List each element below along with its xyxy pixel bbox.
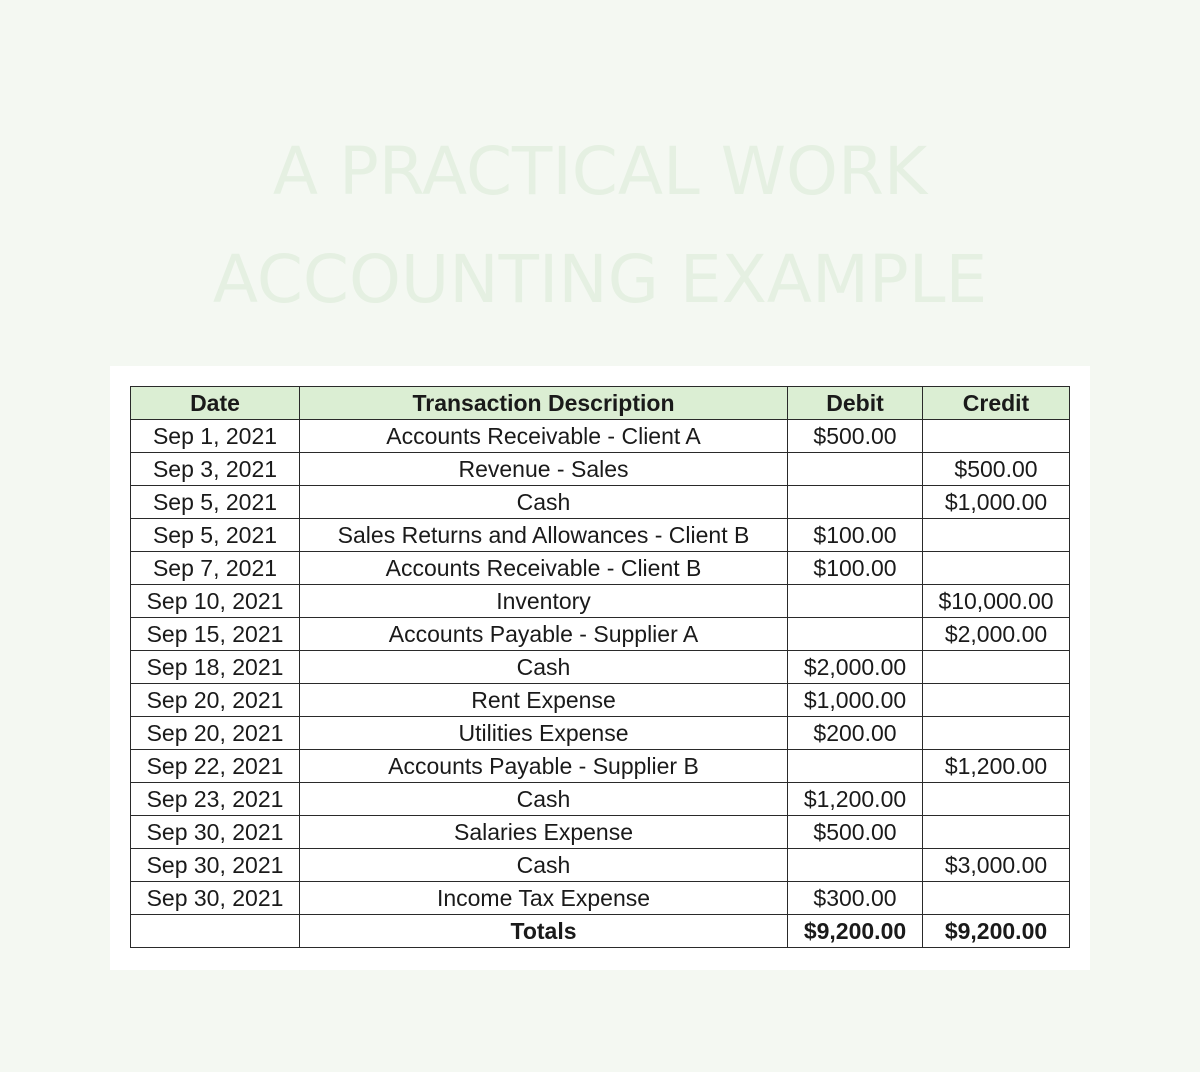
cell-description: Cash: [300, 849, 788, 882]
table-row: [131, 684, 1070, 717]
totals-credit: $9,200.00: [923, 915, 1070, 948]
table-row: [131, 783, 1070, 816]
cell-description: Cash: [300, 486, 788, 519]
cell-debit: $1,000.00: [788, 684, 923, 717]
cell-date: Sep 23, 2021: [131, 783, 300, 816]
table-row: [131, 585, 1070, 618]
cell-description: Rent Expense: [300, 684, 788, 717]
cell-credit: [923, 519, 1070, 552]
cell-description: Cash: [300, 651, 788, 684]
totals-date-cell: [131, 915, 300, 948]
cell-date: Sep 20, 2021: [131, 717, 300, 750]
cell-credit: [923, 783, 1070, 816]
cell-credit: [923, 684, 1070, 717]
ledger-sheet: [110, 366, 1090, 970]
cell-description: Income Tax Expense: [300, 882, 788, 915]
table-row: [131, 750, 1070, 783]
header-row: [131, 387, 1070, 420]
cell-debit: $100.00: [788, 519, 923, 552]
cell-debit: $2,000.00: [788, 651, 923, 684]
cell-description: Accounts Receivable - Client A: [300, 420, 788, 453]
cell-debit: $100.00: [788, 552, 923, 585]
cell-description: Cash: [300, 783, 788, 816]
cell-description: Utilities Expense: [300, 717, 788, 750]
cell-credit: $3,000.00: [923, 849, 1070, 882]
cell-credit: $500.00: [923, 453, 1070, 486]
table-row: [131, 453, 1070, 486]
cell-description: Revenue - Sales: [300, 453, 788, 486]
cell-date: Sep 1, 2021: [131, 420, 300, 453]
header-credit: Credit: [923, 387, 1070, 420]
cell-date: Sep 15, 2021: [131, 618, 300, 651]
cell-description: Accounts Receivable - Client B: [300, 552, 788, 585]
table-row: [131, 486, 1070, 519]
header-description: Transaction Description: [300, 387, 788, 420]
title-line-1: A PRACTICAL WORK: [272, 133, 928, 210]
cell-credit: [923, 420, 1070, 453]
cell-description: Sales Returns and Allowances - Client B: [300, 519, 788, 552]
cell-debit: $300.00: [788, 882, 923, 915]
cell-credit: [923, 882, 1070, 915]
totals-debit: $9,200.00: [788, 915, 923, 948]
cell-date: Sep 20, 2021: [131, 684, 300, 717]
ledger-table: [130, 386, 1070, 948]
cell-date: Sep 3, 2021: [131, 453, 300, 486]
header-date: Date: [131, 387, 300, 420]
cell-description: Salaries Expense: [300, 816, 788, 849]
table-row: [131, 816, 1070, 849]
cell-date: Sep 22, 2021: [131, 750, 300, 783]
cell-description: Inventory: [300, 585, 788, 618]
cell-credit: $1,000.00: [923, 486, 1070, 519]
table-row: [131, 552, 1070, 585]
table-row: [131, 420, 1070, 453]
cell-date: Sep 30, 2021: [131, 816, 300, 849]
cell-credit: $1,200.00: [923, 750, 1070, 783]
cell-debit: [788, 849, 923, 882]
cell-date: Sep 18, 2021: [131, 651, 300, 684]
cell-description: Accounts Payable - Supplier A: [300, 618, 788, 651]
cell-debit: [788, 486, 923, 519]
table-row: [131, 717, 1070, 750]
header-debit: Debit: [788, 387, 923, 420]
cell-date: Sep 30, 2021: [131, 849, 300, 882]
cell-date: Sep 10, 2021: [131, 585, 300, 618]
totals-label: Totals: [300, 915, 788, 948]
title-line-2: ACCOUNTING EXAMPLE: [212, 241, 988, 318]
cell-credit: $2,000.00: [923, 618, 1070, 651]
totals-row: [131, 915, 1070, 948]
cell-credit: [923, 816, 1070, 849]
cell-date: Sep 30, 2021: [131, 882, 300, 915]
cell-description: Accounts Payable - Supplier B: [300, 750, 788, 783]
table-row: [131, 519, 1070, 552]
cell-debit: [788, 585, 923, 618]
table-row: [131, 849, 1070, 882]
cell-credit: $10,000.00: [923, 585, 1070, 618]
ledger-body: [131, 420, 1070, 948]
cell-date: Sep 5, 2021: [131, 486, 300, 519]
cell-debit: $200.00: [788, 717, 923, 750]
cell-debit: $500.00: [788, 816, 923, 849]
cell-date: Sep 7, 2021: [131, 552, 300, 585]
table-row: [131, 618, 1070, 651]
cell-debit: [788, 750, 923, 783]
cell-credit: [923, 717, 1070, 750]
cell-credit: [923, 552, 1070, 585]
cell-debit: [788, 453, 923, 486]
cell-credit: [923, 651, 1070, 684]
cell-debit: $500.00: [788, 420, 923, 453]
cell-debit: $1,200.00: [788, 783, 923, 816]
table-row: [131, 651, 1070, 684]
page-title: [0, 118, 1200, 334]
table-row: [131, 882, 1070, 915]
cell-date: Sep 5, 2021: [131, 519, 300, 552]
cell-debit: [788, 618, 923, 651]
